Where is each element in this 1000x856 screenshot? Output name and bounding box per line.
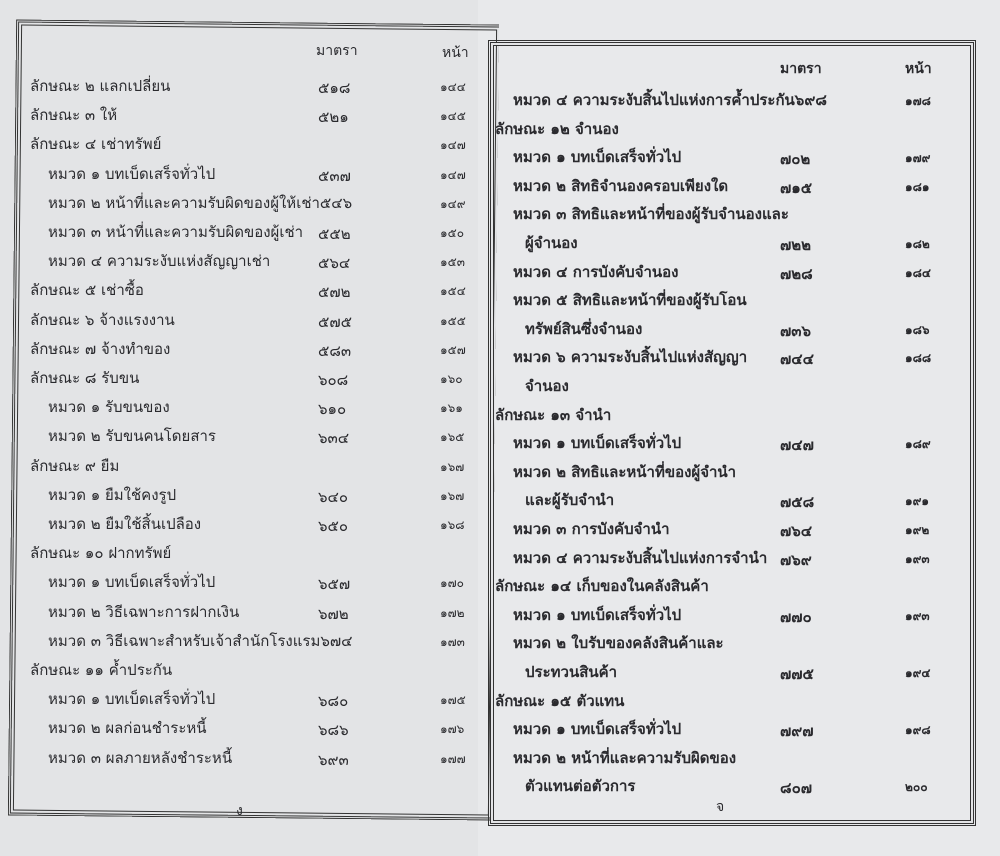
entry-page: ๑๕๐ <box>440 226 465 240</box>
entry-section: ๖๑๐ <box>318 400 347 419</box>
entry-section: ๗๕๘ <box>780 493 815 512</box>
entry-section: ๕๗๕ <box>318 312 352 331</box>
entry-page: ๑๖๐ <box>440 372 463 386</box>
entry-section: ๖๘๐ <box>318 692 349 711</box>
entry-title: ทรัพย์สินซึ่งจำนอง <box>525 319 643 338</box>
entry-section: ๕๖๔ <box>318 254 351 273</box>
entry-page: ๑๘๑ <box>905 179 930 194</box>
entry-title: ลักษณะ ๒ แลกเปลี่ยน <box>30 77 171 95</box>
entry-page: ๑๗๙ <box>905 151 931 166</box>
entry-title: ลักษณะ ๑๓ จำนำ <box>495 405 612 424</box>
entry-title: ลักษณะ ๑๑ ค้ำประกัน <box>30 661 173 679</box>
entry-section: ๕๕๒ <box>318 225 351 243</box>
entry-page: ๑๗๓ <box>440 634 465 649</box>
entry-page: ๑๗๒ <box>440 605 465 620</box>
entry-page: ๑๕๔ <box>440 284 466 299</box>
entry-page: ๑๖๘ <box>440 518 465 532</box>
entry-page: ๑๕๓ <box>440 255 465 270</box>
entry-title: หมวด ๑ รับขนของ <box>48 398 170 417</box>
entry-title: หมวด ๒ วิธีเฉพาะการฝากเงิน <box>48 602 240 621</box>
entry-page: ๑๘๙ <box>905 437 931 452</box>
entry-title: หมวด ๔ ความระงับแห่งสัญญาเช่า <box>48 252 271 271</box>
entry-page: ๑๗๐ <box>440 576 464 591</box>
entry-page: ๑๙๑ <box>905 494 930 509</box>
entry-title: หมวด ๒ ใบรับของคลังสินค้าและ <box>513 634 724 653</box>
entry-page: ๑๔๗ <box>440 138 466 153</box>
entry-title: ตัวแทนต่อตัวการ <box>525 777 636 796</box>
entry-title: หมวด ๒ สิทธิและหน้าที่ของผู้จำนำ <box>513 462 737 481</box>
entry-title: หมวด ๔ ความระงับสิ้นไปแห่งการค้ำประกัน๖๙๘ <box>513 91 827 109</box>
entry-title: ลักษณะ ๑๔ เก็บของในคลังสินค้า <box>495 577 709 596</box>
entry-page: ๑๘๘ <box>905 351 932 366</box>
entry-section: ๗๐๒ <box>780 150 811 169</box>
entry-title: หมวด ๑ บทเบ็ดเสร็จทั่วไป <box>48 573 216 592</box>
left-section-header: มาตรา <box>316 43 358 59</box>
right-page-header: หน้า <box>905 61 932 77</box>
entry-section: ๗๓๖ <box>780 321 812 340</box>
entry-section: ๖๕๐ <box>318 517 349 535</box>
entry-title: หมวด ๒ รับขนคนโดยสาร <box>48 427 216 446</box>
entry-title: หมวด ๑ บทเบ็ดเสร็จทั่วไป <box>48 164 216 183</box>
entry-section: ๗๗๐ <box>780 607 812 626</box>
entry-page: ๑๙๓ <box>905 608 930 623</box>
entry-page: ๑๖๗ <box>440 459 465 474</box>
entry-page: ๑๗๘ <box>905 94 931 108</box>
entry-title: หมวด ๒ ยืมใช้สิ้นเปลือง <box>48 515 202 533</box>
entry-title: หมวด ๑ บทเบ็ดเสร็จทั่วไป <box>513 434 682 453</box>
entry-section: ๖๙๓ <box>318 750 349 769</box>
entry-page: ๑๖๕ <box>440 430 465 445</box>
entry-title: หมวด ๖ ความระงับสิ้นไปแห่งสัญญา <box>513 348 748 367</box>
entry-title: ลักษณะ ๑๒ จำนอง <box>495 119 619 138</box>
entry-title: หมวด ๒ หน้าที่และความรับผิดของผู้ให้เช่า๕๔๖ <box>48 193 353 212</box>
entry-section: ๗๖๙ <box>780 550 812 569</box>
entry-section: ๖๕๗ <box>318 575 351 594</box>
entry-page: ๑๘๔ <box>905 265 931 280</box>
entry-page: ๑๘๖ <box>905 322 930 337</box>
entry-section: ๕๗๒ <box>318 283 351 302</box>
right-section-header: มาตรา <box>780 61 822 77</box>
entry-title: ลักษณะ ๑๕ ตัวแทน <box>495 691 625 710</box>
entry-page: ๑๖๑ <box>440 401 463 416</box>
entry-section: ๕๑๘ <box>318 79 351 97</box>
entry-title: หมวด ๓ วิธีเฉพาะสำหรับเจ้าสำนักโรงแรม๖๗๔ <box>48 631 353 650</box>
entry-section: ๗๖๔ <box>780 522 813 540</box>
entry-page: ๑๔๔ <box>440 80 466 94</box>
entry-title: หมวด ๔ ความระงับสิ้นไปแห่งการจำนำ <box>513 548 768 567</box>
entry-title: หมวด ๒ สิทธิจำนองครอบเพียงใด <box>513 176 729 195</box>
entry-section: ๗๔๗ <box>780 436 814 455</box>
entry-section: ๘๐๗ <box>780 779 813 798</box>
entry-page: ๒๐๐ <box>905 780 928 795</box>
entry-title: หมวด ๔ การบังคับจำนอง <box>513 262 679 281</box>
entry-title: หมวด ๓ การบังคับจำนำ <box>513 520 670 538</box>
entry-page: ๑๔๙ <box>440 196 466 211</box>
entry-section: ๗๑๕ <box>780 178 813 197</box>
entry-title: ลักษณะ ๖ จ้างแรงงาน <box>30 310 175 329</box>
entry-title: และผู้รับจำนำ <box>525 491 615 510</box>
entry-page: ๑๗๗ <box>440 751 466 766</box>
entry-title: ลักษณะ ๙ ยืม <box>30 456 120 475</box>
entry-section: ๖๗๒ <box>318 604 349 623</box>
entry-title: หมวด ๑ บทเบ็ดเสร็จทั่วไป <box>48 690 216 709</box>
entry-page: ๑๕๗ <box>440 342 466 357</box>
entry-section: ๖๐๘ <box>318 371 349 389</box>
entry-page: ๑๙๓ <box>905 551 930 566</box>
entry-section: ๖๘๖ <box>318 721 349 740</box>
entry-title: หมวด ๒ หน้าที่และความรับผิดของ <box>513 748 737 767</box>
entry-page: ๑๔๗ <box>440 167 466 182</box>
entry-title: หมวด ๑ บทเบ็ดเสร็จทั่วไป <box>513 605 682 624</box>
entry-page: ๑๗๕ <box>440 693 466 708</box>
entry-title: หมวด ๓ หน้าที่และความรับผิดของผู้เช่า <box>48 223 304 241</box>
entry-page: ๑๔๕ <box>440 109 466 124</box>
entry-title: หมวด ๑ บทเบ็ดเสร็จทั่วไป <box>513 148 682 167</box>
entry-title: หมวด ๕ สิทธิและหน้าที่ของผู้รับโอน <box>513 291 747 310</box>
entry-section: ๗๙๗ <box>780 722 814 741</box>
left-page-number: ง <box>236 803 243 819</box>
entry-title: หมวด ๑ ยืมใช้คงรูป <box>48 485 177 504</box>
entry-section: ๕๘๓ <box>318 341 352 360</box>
entry-title: หมวด ๒ ผลก่อนชำระหนี้ <box>48 719 207 738</box>
entry-title: ลักษณะ ๕ เช่าซื้อ <box>30 281 144 300</box>
entry-title: ประทวนสินค้า <box>525 663 618 681</box>
entry-title: หมวด ๓ สิทธิและหน้าที่ของผู้รับจำนองและ <box>513 205 789 224</box>
entry-page: ๑๙๒ <box>905 523 930 537</box>
entry-page: ๑๗๖ <box>440 722 465 737</box>
entry-section: ๕๓๗ <box>318 166 351 185</box>
entry-title: หมวด ๓ ผลภายหลังชำระหนี้ <box>48 748 233 767</box>
entry-page: ๑๕๕ <box>440 313 466 328</box>
entry-title: หมวด ๑ บทเบ็ดเสร็จทั่วไป <box>513 720 682 739</box>
entry-section: ๖๓๔ <box>318 429 350 448</box>
entry-page: ๑๙๘ <box>905 723 931 738</box>
entry-page: ๑๘๒ <box>905 237 930 251</box>
entry-title: ลักษณะ ๗ จ้างทำของ <box>30 339 171 358</box>
right-page-number: จ <box>716 799 725 815</box>
entry-title: ลักษณะ ๑๐ ฝากทรัพย์ <box>30 544 172 563</box>
entry-title: ลักษณะ ๘ รับขน <box>30 369 140 387</box>
entry-section: ๗๒๘ <box>780 264 813 283</box>
entry-title: ลักษณะ ๔ เช่าทรัพย์ <box>30 135 162 154</box>
entry-page: ๑๖๗ <box>440 488 465 503</box>
entry-section: ๗๒๒ <box>780 236 812 254</box>
entry-page: ๑๙๔ <box>905 666 931 680</box>
entry-section: ๗๔๔ <box>780 350 814 369</box>
entry-title: ลักษณะ ๓ ให้ <box>30 106 118 125</box>
entry-title: จำนอง <box>525 377 569 395</box>
entry-section: ๕๒๑ <box>318 108 349 127</box>
entry-section: ๗๗๕ <box>780 665 814 683</box>
entry-section: ๖๔๐ <box>318 487 349 506</box>
entry-title: ผู้จำนอง <box>525 234 578 252</box>
left-page-header: หน้า <box>442 45 469 61</box>
